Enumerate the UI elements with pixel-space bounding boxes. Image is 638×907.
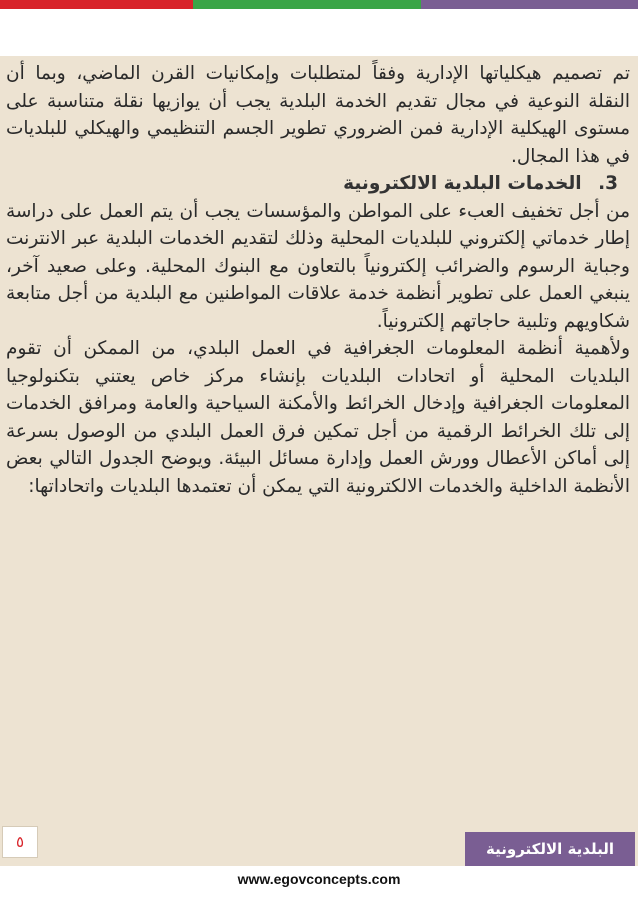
top-bar-red-segment <box>0 0 193 9</box>
paragraph-1: تم تصميم هيكلياتها الإدارية وفقاً لمتطلبات وإمكانيات القرن الماضي، وبما أن النقلة النوعية في مجال تقديم الخدمة البلدية يجب أن يوازيها نقلة متناسبة على مستوى الهيكلية الإدارية فمن الضروري تطوير الجسم التنظيمي والهيكلي للبلديات في هذا المجال. <box>6 63 630 167</box>
section-title: الخدمات البلدية الالكترونية <box>343 173 582 194</box>
top-bar-green-segment <box>193 0 421 9</box>
document-body <box>6 60 630 500</box>
section-heading <box>6 170 630 198</box>
top-color-bar <box>0 0 638 9</box>
paragraph-2: من أجل تخفيف العبء على المواطن والمؤسسات يجب أن يتم العمل على دراسة إطار خدماتي إلكتروني للبلديات المحلية وذلك لتقديم الخدمات البلدية عبر الانترنت وجباية الرسوم والضرائب إلكترونياً بالتعاون مع البنوك المحلية. وعلى صعيد آخر، ينبغي العمل على تطوير أنظمة خدمة علاقات المواطنين مع البلدية من أجل متابعة شكاويهم وتلبية حاجاتهم إلكترونياً. <box>6 200 630 332</box>
footer-brand-label: البلدية الالكترونية <box>465 832 635 866</box>
paragraph-3: ولأهمية أنظمة المعلومات الجغرافية في العمل البلدي، من الممكن أن تقوم البلديات المحلية أو اتحادات البلديات بإنشاء مركز خاص يعتني بتكنولوجيا المعلومات الجغرافية وإدخال الخرائط والأمكنة السياحية والعامة ومرافق الخدمات إلى تلك الخرائط الرقمية من أجل تمكين فرق العمل البلدي من الوصول بسرعة إلى أماكن الأعطال وورش العمل وإدارة مسائل البيئة. ويوضح الجدول التالي بعض الأنظمة الداخلية والخدمات الالكترونية التي يمكن أن تعتمدها البلديات واتحاداتها: <box>6 338 630 497</box>
section-number: 3. <box>598 173 618 194</box>
top-bar-purple-segment <box>421 0 638 9</box>
page-number: ٥ <box>2 826 38 858</box>
footer-url[interactable]: www.egovconcepts.com <box>237 871 401 887</box>
